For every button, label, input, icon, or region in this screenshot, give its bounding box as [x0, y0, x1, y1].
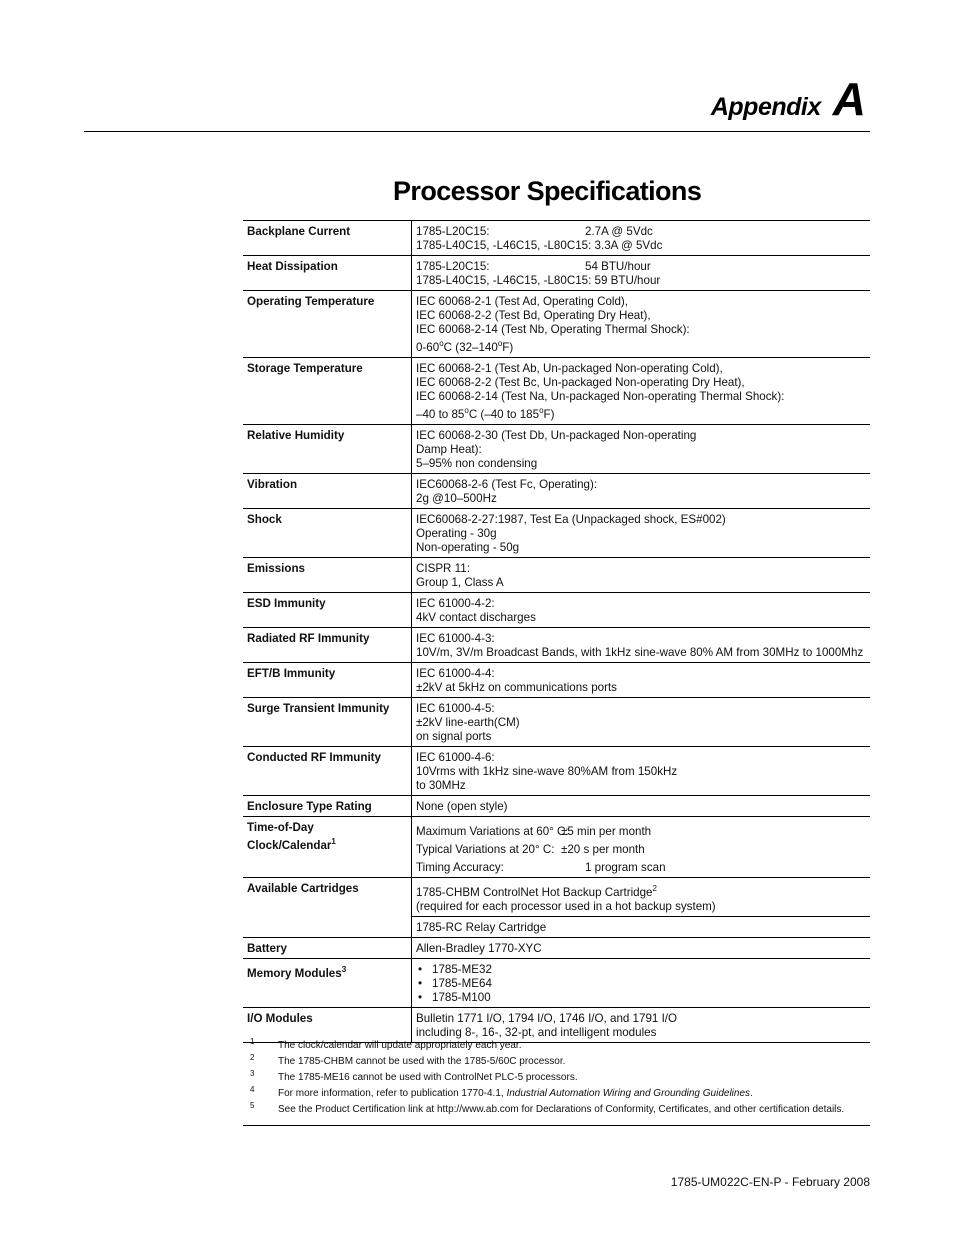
spec-label: Vibration [243, 474, 412, 509]
spec-value [412, 938, 871, 959]
footnote-ref: 1 [331, 837, 336, 847]
spec-value [412, 291, 871, 358]
page-footer: 1785-UM022C-EN-P - February 2008 [670, 1175, 870, 1189]
spec-row-memory [243, 959, 870, 1008]
spec-row-radiated-rf [243, 628, 870, 663]
spec-row-conducted-rf [243, 747, 870, 796]
value-text: 1785-L40C15, -L46C15, -L80C15: 3.3A @ 5Vdc [416, 239, 663, 252]
spec-value [412, 917, 871, 938]
spec-row-eft [243, 663, 870, 698]
value-text: IEC 60068-2-1 (Test Ab, Un-packaged Non-operating Cold), [416, 362, 723, 375]
spec-row-esd [243, 593, 870, 628]
spec-label: I/O Modules [243, 1008, 412, 1043]
value-text: 54 BTU/hour [585, 260, 651, 273]
spec-value [412, 358, 871, 425]
footnote-number: 3 [250, 1069, 255, 1078]
footnote-ref: 3 [341, 965, 347, 975]
spec-value [412, 509, 871, 558]
value-text: IEC 60068-2-14 (Test Nb, Operating Thermal Shock): [416, 323, 690, 336]
spec-row-heat [243, 256, 870, 291]
value-text: Group 1, Class A [416, 576, 504, 589]
list-item: • 1785-M100 [416, 991, 866, 1005]
spec-row-battery [243, 938, 870, 959]
value-text: 5–95% non condensing [416, 457, 538, 470]
spec-value [412, 796, 871, 817]
spec-value [412, 698, 871, 747]
value-text: 2g @10–500Hz [416, 492, 497, 505]
spec-row-emissions [243, 558, 870, 593]
spec-row-surge [243, 698, 870, 747]
footnotes [250, 1038, 870, 1118]
spec-label: Backplane Current [243, 221, 412, 256]
spec-label: ESD Immunity [243, 593, 412, 628]
spec-value [412, 474, 871, 509]
model-text: 1785-L20C15: [416, 260, 490, 273]
value-text: ±2kV at 5kHz on communications ports [416, 681, 617, 694]
value-text: IEC 61000-4-2: [416, 597, 495, 610]
spec-value [412, 628, 871, 663]
spec-label: Surge Transient Immunity [243, 698, 412, 747]
spec-label: Heat Dissipation [243, 256, 412, 291]
value-text: IEC 61000-4-3: [416, 632, 495, 645]
footnote-text: For more information, refer to publication 1770-4.1, Industrial Automation Wiring and Grounding Guidelines. [278, 1088, 753, 1099]
value-text: Maximum Variations at 60° C: [416, 825, 569, 838]
spec-row-vibration [243, 474, 870, 509]
spec-label: Available Cartridges [243, 878, 412, 938]
spec-label: Emissions [243, 558, 412, 593]
publication-title: Industrial Automation Wiring and Grounding Guidelines [506, 1088, 751, 1099]
footnote-number: 4 [250, 1085, 255, 1094]
spec-value [412, 221, 871, 256]
value-text: to 30MHz [416, 779, 466, 792]
footnote [250, 1102, 870, 1118]
spec-value [412, 558, 871, 593]
value-text: Operating - 30g [416, 527, 497, 540]
header-rule [84, 131, 870, 132]
footnote [250, 1054, 870, 1070]
spec-value [412, 663, 871, 698]
footnote-text: The clock/calendar will update appropriately each year. [278, 1040, 522, 1051]
footnote [250, 1086, 870, 1102]
value-text: Typical Variations at 20° C: [416, 843, 555, 856]
spec-value [412, 593, 871, 628]
footnote-number: 1 [250, 1037, 255, 1046]
value-text: ±20 s per month [561, 843, 645, 856]
footnote-ref: 2 [652, 884, 657, 894]
spec-value [412, 747, 871, 796]
value-text: 2.7A @ 5Vdc [585, 225, 653, 238]
value-text: IEC60068-2-6 (Test Fc, Operating): [416, 478, 598, 491]
value-text: Bulletin 1771 I/O, 1794 I/O, 1746 I/O, and 1791 I/O [416, 1012, 678, 1025]
footnote-number: 5 [250, 1101, 255, 1110]
footnote-text: The 1785-CHBM cannot be used with the 1785-5/60C processor. [278, 1056, 566, 1067]
value-text: Timing Accuracy: [416, 861, 504, 874]
value-text: 10V/m, 3V/m Broadcast Bands, with 1kHz sine-wave 80% AM from 30MHz to 1000Mhz [416, 646, 864, 659]
value-text: Non-operating - 50g [416, 541, 520, 554]
value-text: ±2kV line-earth(CM) [416, 716, 520, 729]
value-text: IEC 61000-4-4: [416, 667, 495, 680]
spec-label: Conducted RF Immunity [243, 747, 412, 796]
value-text: IEC 61000-4-5: [416, 702, 495, 715]
value-text: including 8-, 16-, 32-pt, and intelligent modules [416, 1026, 657, 1039]
spec-row-clock [243, 817, 870, 878]
spec-row-storage-temperature [243, 358, 870, 425]
value-text: 1785-CHBM ControlNet Hot Backup Cartridge [416, 886, 653, 899]
value-text: IEC 60068-2-1 (Test Ad, Operating Cold), [416, 295, 629, 308]
spec-row-operating-temperature [243, 291, 870, 358]
spec-label [243, 817, 412, 878]
value-text: None (open style) [416, 800, 508, 813]
spec-label: Memory Modules$^3$ [243, 959, 412, 1008]
footnote-text: The 1785-ME16 cannot be used with ControlNet PLC-5 processors. [278, 1072, 578, 1083]
value-text: IEC 61000-4-6: [416, 751, 495, 764]
value-text: on signal ports [416, 730, 492, 743]
value-text: CISPR 11: [416, 562, 470, 575]
appendix-letter: A [832, 73, 866, 125]
spec-label: Storage Temperature [243, 358, 412, 425]
value-text: 1 program scan [585, 861, 666, 874]
temperature-range: 0-60$^o$C (32–140$^o$F) [416, 339, 514, 354]
value-text: IEC 60068-2-2 (Test Bd, Operating Dry Heat), [416, 309, 651, 322]
value-text: IEC 60068-2-14 (Test Na, Un-packaged Non-operating Thermal Shock): [416, 390, 785, 403]
footnote-rule [243, 1125, 870, 1126]
spec-label: Shock [243, 509, 412, 558]
value-text: 1785-L40C15, -L46C15, -L80C15: 59 BTU/hour [416, 274, 661, 287]
spec-label: Radiated RF Immunity [243, 628, 412, 663]
spec-value [412, 425, 871, 474]
list-item: • 1785-ME64 [416, 977, 866, 991]
spec-table [243, 220, 870, 1043]
footnote [250, 1070, 870, 1086]
page-title: Processor Specifications [393, 176, 702, 206]
spec-value [412, 817, 871, 878]
label-line: Clock/Calendar$^1$ [247, 837, 336, 852]
spec-row-shock [243, 509, 870, 558]
spec-label: Battery [243, 938, 412, 959]
spec-label: EFT/B Immunity [243, 663, 412, 698]
spec-value [412, 959, 871, 1008]
value-text: 4kV contact discharges [416, 611, 536, 624]
spec-label: Enclosure Type Rating [243, 796, 412, 817]
value-text: Allen-Bradley 1770-XYC [416, 942, 542, 955]
spec-value [412, 256, 871, 291]
label-line: Time-of-Day [247, 821, 314, 834]
value-text: ±5 min per month [561, 825, 652, 838]
spec-label: Operating Temperature [243, 291, 412, 358]
spec-row-humidity [243, 425, 870, 474]
footnote-number: 2 [250, 1053, 255, 1062]
appendix-word: Appendix [710, 93, 821, 121]
model-text: 1785-L20C15: [416, 225, 490, 238]
value-text: (required for each processor used in a hot backup system) [416, 900, 716, 913]
spec-row-backplane [243, 221, 870, 256]
list-item: • 1785-ME32 [416, 963, 866, 977]
temperature-range: –40 to 85$^o$C (–40 to 185$^o$F) [416, 406, 555, 421]
value-text: Damp Heat): [416, 443, 482, 456]
appendix-heading [711, 72, 866, 126]
value-text: IEC 60068-2-30 (Test Db, Un-packaged Non-operating [416, 429, 697, 442]
value-text: 10Vrms with 1kHz sine-wave 80%AM from 150kHz [416, 765, 678, 778]
spec-label: Relative Humidity [243, 425, 412, 474]
value-text: 1785-RC Relay Cartridge [416, 921, 547, 934]
value-text: IEC60068-2-27:1987, Test Ea (Unpackaged shock, ES#002) [416, 513, 726, 526]
spec-row-cartridges [243, 878, 870, 917]
footnote-text: See the Product Certification link at http://www.ab.com for Declarations of Conformity, Certificates, and other certification details. [278, 1104, 845, 1115]
value-text: IEC 60068-2-2 (Test Bc, Un-packaged Non-operating Dry Heat), [416, 376, 745, 389]
footnote [250, 1038, 870, 1054]
spec-row-enclosure [243, 796, 870, 817]
spec-value [412, 878, 871, 917]
